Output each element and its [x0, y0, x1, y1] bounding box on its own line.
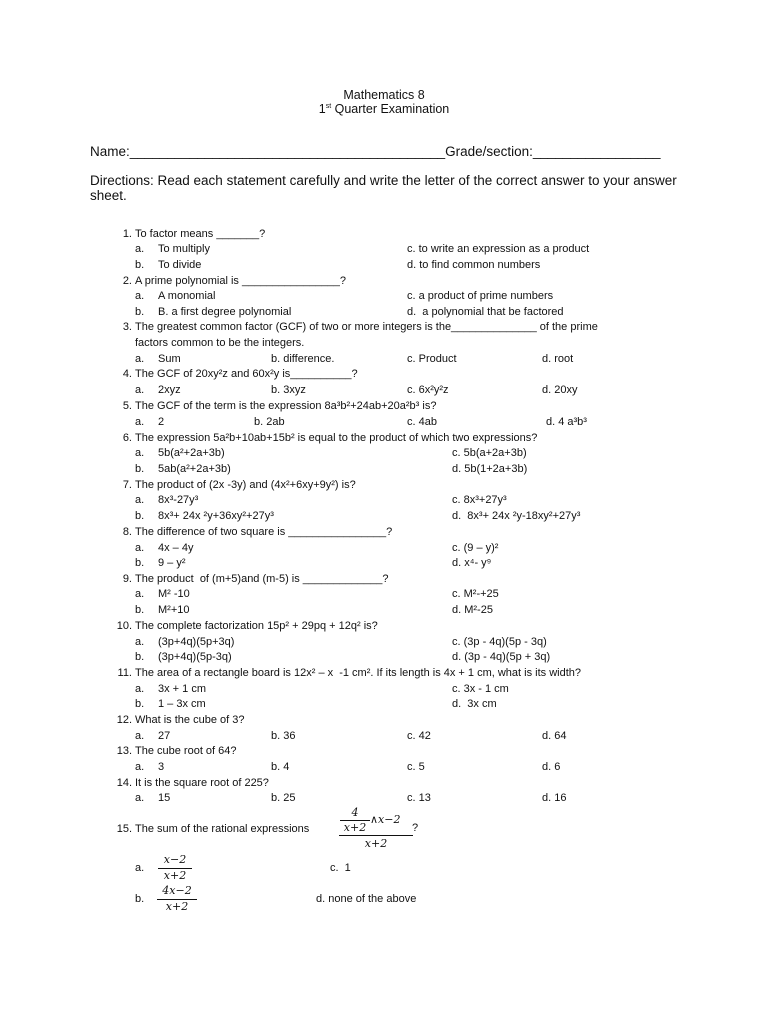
- option-b: b. 25: [271, 792, 296, 804]
- option-a-numerator: x−2: [163, 853, 187, 866]
- question-text: The GCF of 20xy²z and 60x²y is__________?: [135, 368, 358, 380]
- option-a: 3: [158, 761, 165, 773]
- option-b: B. a first degree polynomial: [158, 306, 292, 318]
- question-number: 9.: [122, 573, 132, 585]
- option-a: 4x – 4y: [158, 542, 194, 554]
- option-letter: a.: [135, 761, 145, 773]
- question-text-continued: factors common to be the integers.: [135, 337, 305, 349]
- question-number: 5.: [122, 400, 132, 412]
- option-d: d. (3p - 4q)(5p + 3q): [452, 651, 551, 663]
- option-b: 5ab(a²+2a+3b): [158, 463, 231, 475]
- option-letter: a.: [135, 353, 145, 365]
- option-d: d. 8x³+ 24x ²y-18xy²+27y³: [452, 510, 581, 522]
- option-c: c. 5b(a+2a+3b): [452, 447, 527, 459]
- option-b: 1 – 3x cm: [158, 698, 206, 710]
- option-c: c. 4ab: [407, 416, 437, 428]
- option-letter: a.: [135, 494, 145, 506]
- quarter-ordinal: st: [325, 102, 332, 110]
- question-text: The expression 5a²b+10ab+15b² is equal to the product of which two expressions?: [135, 432, 538, 444]
- option-d: d. 64: [542, 730, 567, 742]
- question-number: 15.: [116, 823, 132, 835]
- option-d: d. root: [542, 353, 574, 365]
- option-letter: a.: [135, 792, 145, 804]
- option-letter: a.: [135, 588, 145, 600]
- question-text: The GCF of the term is the expression 8a³b²+24ab+20a²b³ is?: [135, 400, 437, 412]
- question-text: What is the cube of 3?: [135, 714, 245, 726]
- option-d: d. 3x cm: [452, 698, 497, 710]
- exam-subtitle: [0, 102, 768, 116]
- option-letter: a.: [135, 384, 145, 396]
- student-info-line: Name:__________________________________________Grade/section:_________________: [90, 144, 661, 159]
- option-letter: b.: [135, 604, 145, 616]
- quarter-number: 1: [318, 102, 326, 116]
- question-number: 10.: [116, 620, 132, 632]
- option-letter: a.: [135, 862, 145, 874]
- question-text: The product of (2x -3y) and (4x²+6xy+9y²) is?: [135, 479, 356, 491]
- option-d: d. 5b(1+2a+3b): [452, 463, 528, 475]
- question-number: 14.: [116, 777, 132, 789]
- option-c: c. 13: [407, 792, 431, 804]
- option-a: M² -10: [158, 588, 190, 600]
- option-c: c. 1: [330, 862, 351, 874]
- option-c: c. 8x³+27y³: [452, 494, 507, 506]
- question-mark: ?: [412, 822, 419, 834]
- question-text: The complete factorization 15p² + 29pq + 12q² is?: [135, 620, 378, 632]
- question-text: A prime polynomial is ________________?: [135, 275, 346, 287]
- option-c: c. (9 – y)²: [452, 542, 499, 554]
- option-c: c. 5: [407, 761, 425, 773]
- option-a: 2: [158, 416, 165, 428]
- option-b: b. 3xyz: [271, 384, 306, 396]
- quarter-label: Quarter Examination: [331, 102, 450, 116]
- option-b: b. 4: [271, 761, 290, 773]
- option-a: 2xyz: [158, 384, 181, 396]
- option-letter: b.: [135, 510, 145, 522]
- option-c: c. (3p - 4q)(5p - 3q): [452, 636, 547, 648]
- option-a: 3x + 1 cm: [158, 683, 206, 695]
- option-c: c. M²-+25: [452, 588, 499, 600]
- option-a: 8x³-27y³: [158, 494, 199, 506]
- option-b: b. 36: [271, 730, 296, 742]
- option-d: d. none of the above: [316, 893, 417, 905]
- question-text: The greatest common factor (GCF) of two or more integers is the______________ of the prime: [135, 321, 598, 333]
- option-letter: a.: [135, 416, 145, 428]
- option-letter: b.: [135, 306, 145, 318]
- option-a: A monomial: [158, 290, 216, 302]
- option-b: 8x³+ 24x ²y+36xy²+27y³: [158, 510, 274, 522]
- option-letter: a.: [135, 243, 145, 255]
- option-letter: b.: [135, 893, 145, 905]
- option-d: d. a polynomial that be factored: [407, 306, 564, 318]
- option-d: d. 6: [542, 761, 561, 773]
- option-letter: a.: [135, 730, 145, 742]
- question-number: 1.: [122, 228, 132, 240]
- option-a: To multiply: [158, 243, 210, 255]
- question-text: The sum of the rational expressions: [135, 823, 310, 835]
- option-b: (3p+4q)(5p-3q): [158, 651, 232, 663]
- question-text: It is the square root of 225?: [135, 777, 269, 789]
- question-text: The difference of two square is ________________?: [135, 526, 393, 538]
- question-number: 13.: [116, 745, 132, 757]
- question-number: 8.: [122, 526, 132, 538]
- option-letter: b.: [135, 557, 145, 569]
- option-d: d. 4 a³b³: [546, 416, 587, 428]
- option-c: c. to write an expression as a product: [407, 243, 590, 255]
- main-denominator: x+2: [364, 837, 388, 850]
- option-letter: a.: [135, 683, 145, 695]
- option-b: M²+10: [158, 604, 190, 616]
- question-number: 12.: [116, 714, 132, 726]
- question-text: The area of a rectangle board is 12x² – x -1 cm². If its length is 4x + 1 cm, what is its width?: [135, 667, 581, 679]
- option-d: d. 20xy: [542, 384, 578, 396]
- exam-title: Mathematics 8: [343, 88, 425, 102]
- main-fraction-bar: [339, 835, 413, 836]
- option-letter: b.: [135, 651, 145, 663]
- option-letter: a.: [135, 290, 145, 302]
- option-b: b. 2ab: [254, 416, 285, 428]
- question-text: To factor means _______?: [135, 228, 266, 240]
- option-b-numerator: 4x−2: [162, 884, 192, 897]
- fraction-numerator: 4: [351, 806, 359, 819]
- option-b: To divide: [158, 259, 202, 271]
- option-a-denominator: x+2: [163, 869, 187, 882]
- option-c: c. Product: [407, 353, 457, 365]
- question-number: 3.: [122, 321, 132, 333]
- option-c: c. 42: [407, 730, 431, 742]
- option-a: 15: [158, 792, 171, 804]
- option-d: d. M²-25: [452, 604, 493, 616]
- option-a: (3p+4q)(5p+3q): [158, 636, 235, 648]
- option-d: d. x⁴- y⁹: [452, 557, 492, 569]
- fraction-denominator: x+2: [343, 821, 367, 834]
- question-number: 4.: [122, 368, 132, 380]
- option-b: b. difference.: [271, 353, 335, 365]
- option-c: c. 6x²y²z: [407, 384, 449, 396]
- question-text: The product of (m+5)and (m-5) is _____________?: [135, 573, 389, 585]
- question-number: 2.: [122, 275, 132, 287]
- option-a: 27: [158, 730, 171, 742]
- option-c: c. 3x - 1 cm: [452, 683, 509, 695]
- question-number: 6.: [122, 432, 132, 444]
- fraction-rest: ∧x−2: [370, 813, 401, 826]
- option-letter: a.: [135, 636, 145, 648]
- option-letter: b.: [135, 259, 145, 271]
- option-letter: a.: [135, 447, 145, 459]
- option-letter: b.: [135, 463, 145, 475]
- question-number: 7.: [122, 479, 132, 491]
- option-b: 9 – y²: [158, 557, 186, 569]
- question-number: 11.: [117, 667, 132, 679]
- directions: Directions: Read each statement carefully and write the letter of the correct answer to your answer sheet.: [90, 173, 677, 203]
- option-a: 5b(a²+2a+3b): [158, 447, 225, 459]
- question-text: The cube root of 64?: [135, 745, 237, 757]
- option-letter: a.: [135, 542, 145, 554]
- option-c: c. a product of prime numbers: [407, 290, 554, 302]
- option-a: Sum: [158, 353, 181, 365]
- option-d: d. to find common numbers: [407, 259, 541, 271]
- option-d: d. 16: [542, 792, 567, 804]
- option-letter: b.: [135, 698, 145, 710]
- option-b-denominator: x+2: [165, 900, 189, 913]
